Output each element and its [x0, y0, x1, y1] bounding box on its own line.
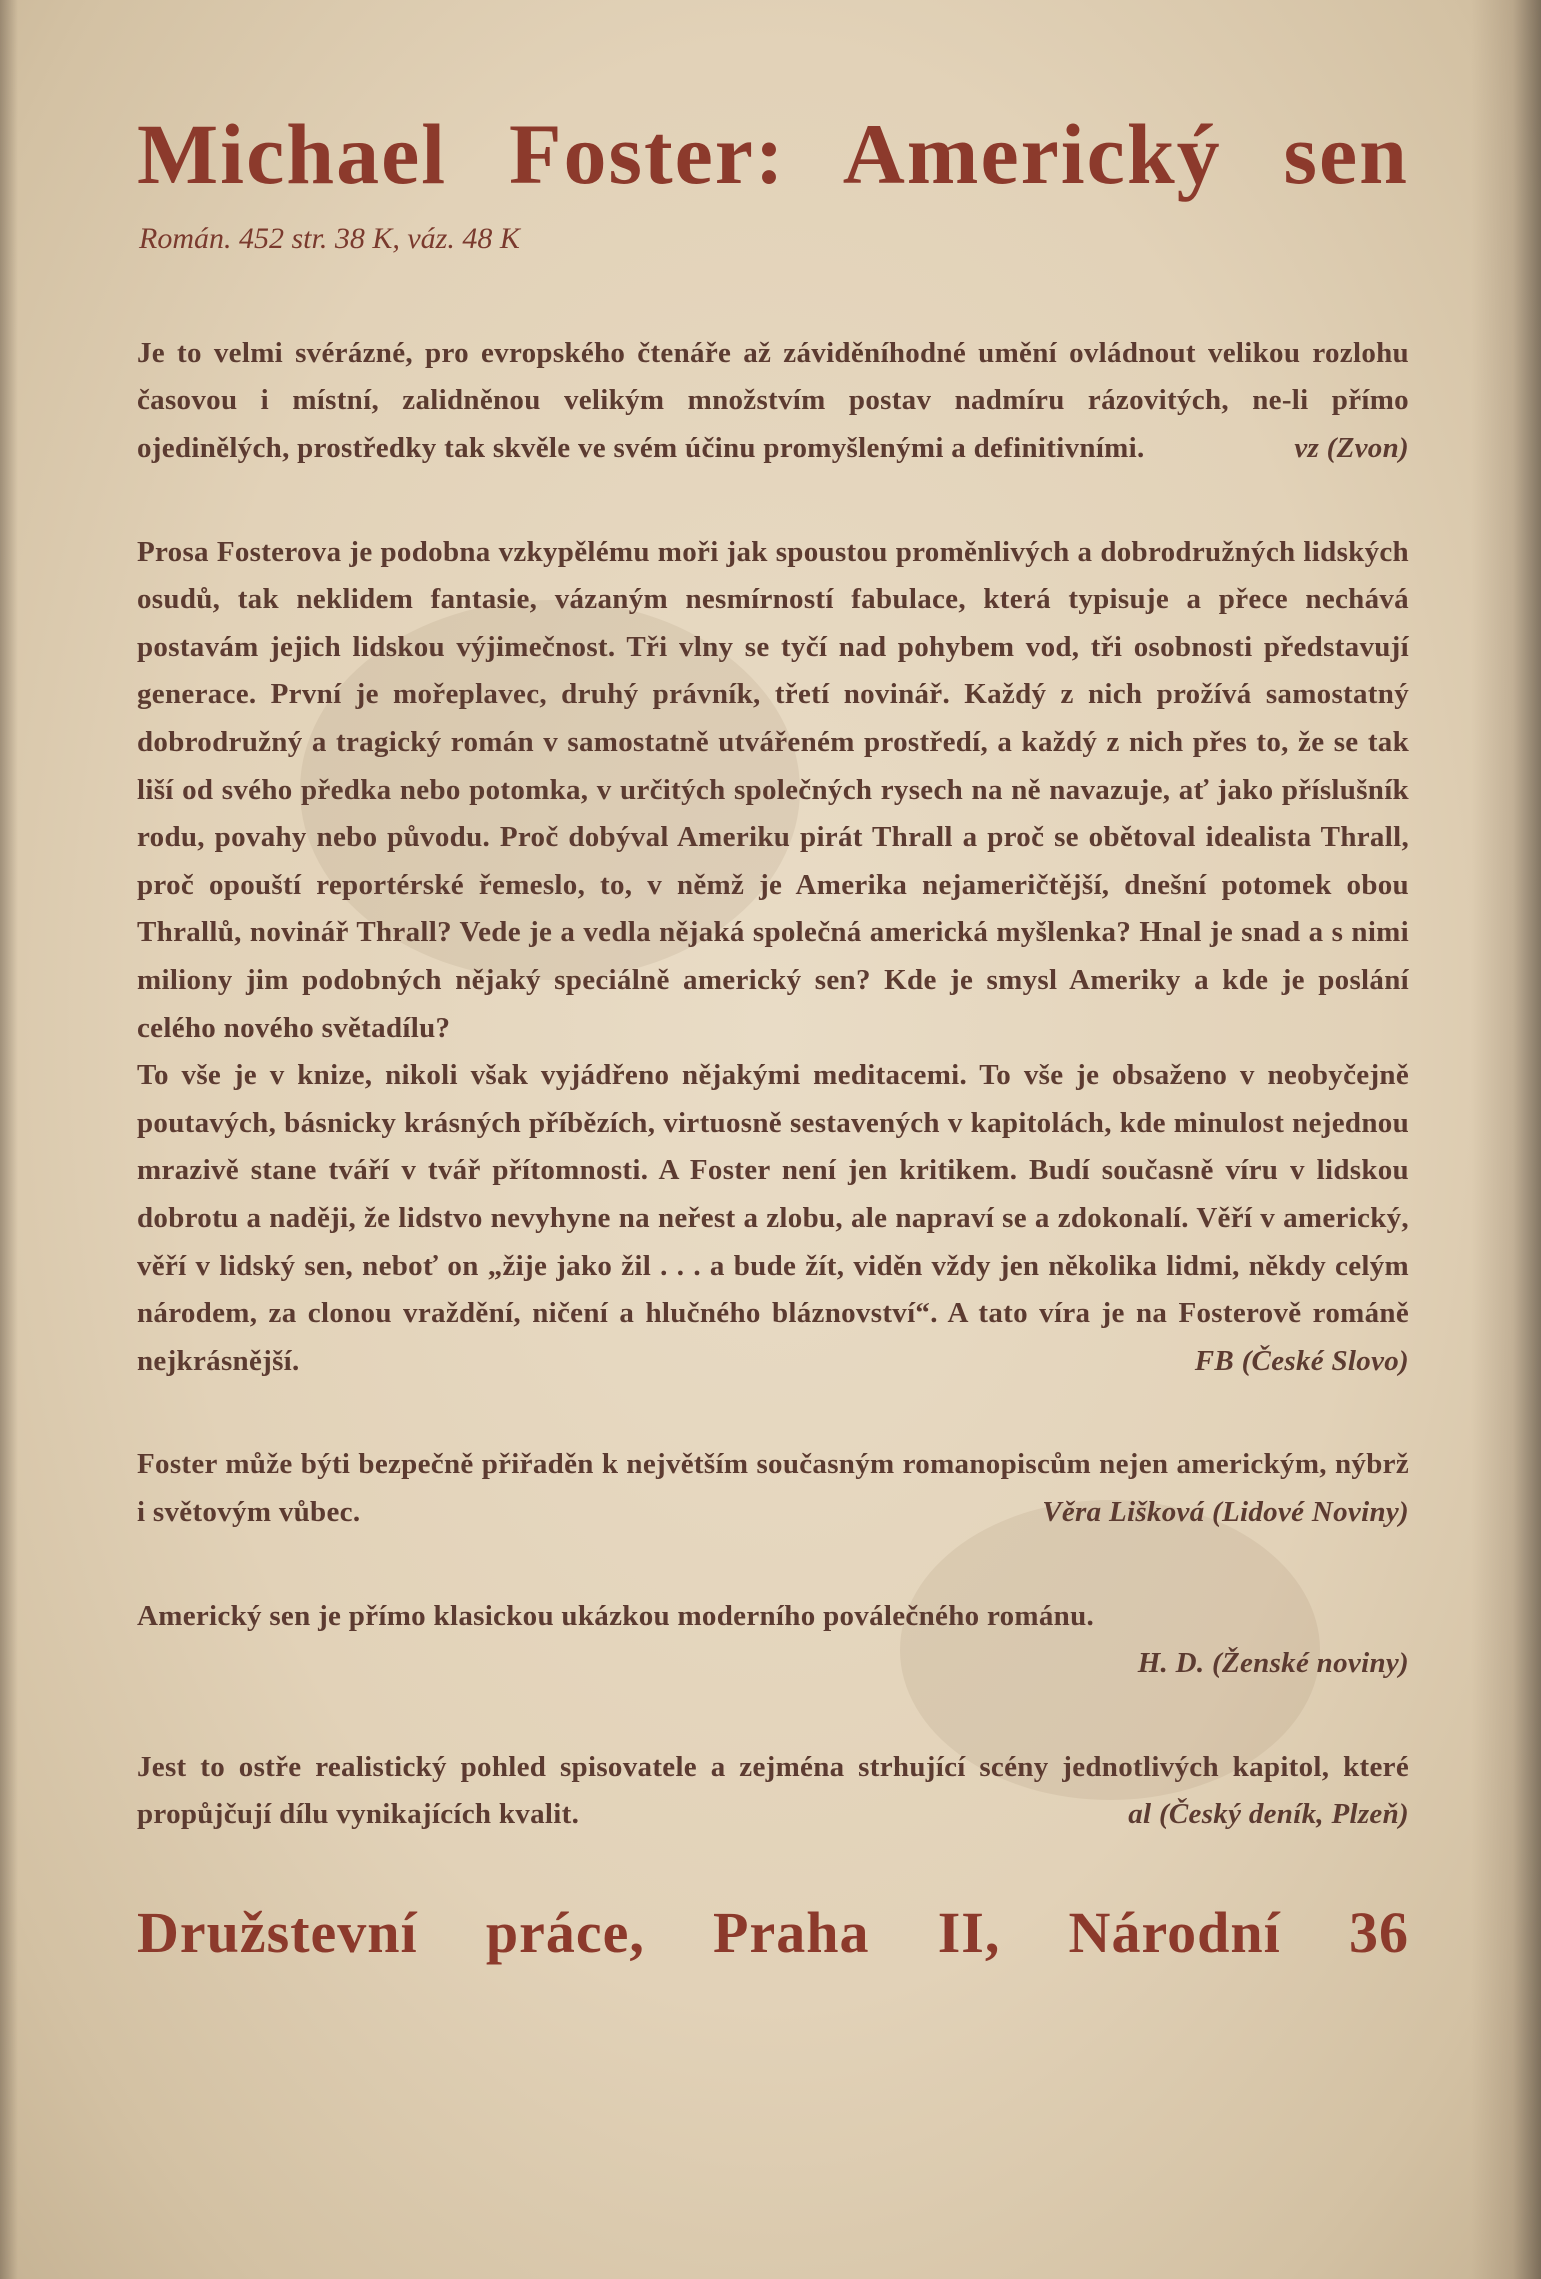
review-2: [137, 529, 1409, 1386]
review-body: Foster může býti bezpečně přiřaděn k největším současným romanopiscům nejen americkým, nýbrž i světovým vůbec.: [137, 1448, 1409, 1528]
review-text: [137, 1744, 1409, 1839]
review-1: [137, 330, 1409, 473]
cover-text: [137, 105, 1409, 1966]
review-body: Je to velmi svérázné, pro evropského čtenáře až záviděníhodné umění ovládnout velikou rozlohu časovou i místní, zalidněnou velikým množstvím postav nadmíru rázovitých, ne-li přímo ojedinělých, prostředky tak skvěle ve svém účinu promyšlenými a definitivními.: [137, 336, 1409, 465]
review-source: FB (České Slovo): [1194, 1344, 1409, 1377]
review-text: Prosa Fosterova je podobna vzkypělému moři jak spoustou proměnlivých a dobrodružných lidských osudů, tak neklidem fantasie, vázaným nesmírností fabulace, která typisuje a přece nechává postavám jejich lidskou výjimečnost. Tři vlny se tyčí nad pohybem vod, tři osobnosti představují generace. První je mořeplavec, druhý právník, třetí novinář. Každý z nich prožívá samostatný dobrodružný a tragický román v samostatně utvářeném prostředí, a každý z nich přes to, že se tak liší od svého předka nebo potomka, v určitých společných rysech na ně navazuje, ať jako příslušník rodu, povahy nebo původu. Proč dobýval Ameriku pirát Thrall a proč se obětoval idealista Thrall, proč opouští reportérské řemeslo, to, v němž je Amerika nejameričtější, dnešní potomek obou Thrallů, novinář Thrall? Vede je a vedla nějaká společná americká myšlenka? Hnal je snad a s nimi miliony jim podobných nějaký speciálně americký sen? Kde je smysl Ameriky a kde je poslání celého nového světadílu?: [137, 535, 1409, 1044]
review-3: [137, 1441, 1409, 1536]
review-body: To vše je v knize, nikoli však vyjádřeno nějakými meditacemi. To vše je obsaženo v neobyčejně poutavých, básnicky krásných příbězích, virtuosně sestavených v kapitolách, kde minulost nejednou mrazivě stane tváří v tvář přítomnosti. A Foster není jen kritikem. Budí současně víru v lidskou dobrotu a naději, že lidstvo nevyhyne na neřest a zlobu, ale napraví se a zdokonalí. Věří v americký, věří v lidský sen, neboť on „žije jako žil . . . a bude žít, viděn vždy jen několika lidmi, někdy celým národem, za clonou vraždění, ničení a hlučného bláznovství“. A tato víra je na Fosterově románě nejkrásnější.: [137, 1059, 1409, 1377]
review-text: [137, 330, 1409, 473]
publisher-address: Družstevní práce, Praha II, Národní 36: [137, 1899, 1409, 1965]
review-source: Věra Lišková (Lidové Noviny): [1042, 1495, 1409, 1528]
review-source: vz (Zvon): [1294, 432, 1409, 465]
review-5: [137, 1744, 1409, 1839]
paper-edge-left: [0, 0, 18, 2279]
review-source: H. D. (Ženské noviny): [1137, 1647, 1409, 1680]
paper-edge-right: [1471, 0, 1541, 2279]
book-title: Michael Foster: Americký sen: [137, 106, 1409, 202]
review-4: [137, 1593, 1409, 1688]
book-details: Román. 452 str. 38 K, váz. 48 K: [139, 221, 520, 255]
review-text: [137, 1441, 1409, 1536]
review-text-continued: [137, 1052, 1409, 1385]
review-body: Jest to ostře realistický pohled spisovatele a zejména strhující scény jednotlivých kapitol, které propůjčují dílu vynikajících kvalit.: [137, 1750, 1409, 1831]
review-source: al (Český deník, Plzeň): [1128, 1798, 1409, 1831]
review-text: Americký sen je přímo klasickou ukázkou moderního poválečného románu.: [137, 1599, 1095, 1632]
review-source-line: [137, 1640, 1409, 1688]
